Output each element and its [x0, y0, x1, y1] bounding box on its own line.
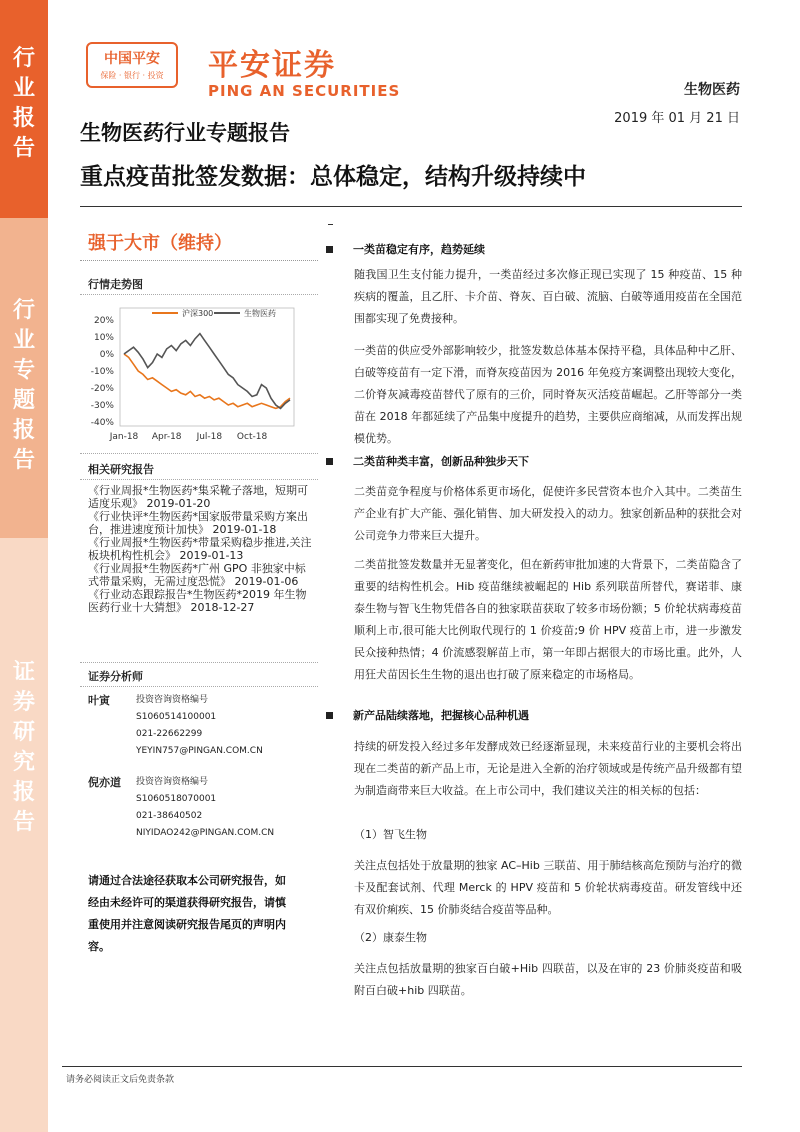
- side-band-char: 券: [12, 690, 35, 715]
- legend-label: 沪深300: [182, 309, 214, 318]
- brand-en: PING AN SECURITIES: [208, 82, 401, 100]
- divider: [80, 479, 318, 480]
- footer-divider: [62, 1066, 742, 1067]
- pingan-securities-brand: [208, 40, 400, 100]
- analyst-phone: 021-38640502: [136, 811, 203, 821]
- section-heading: 新产品陆续落地，把握核心品种机遇: [326, 707, 529, 723]
- report-date: 2019 年 01 月 21 日: [614, 111, 740, 126]
- side-band-char: 告: [12, 448, 35, 473]
- market-trend-chart: [80, 300, 318, 446]
- x-tick-label: Oct-18: [236, 432, 268, 442]
- bullet-square-icon: [326, 712, 333, 719]
- paragraph: 一类苗的供应受外部影响较少，批签发数总体基本保持平稳，具体品种中乙肝、白破等疫苗有一定下滑，而脊灰疫苗因为 2016 年免疫方案调整出现较大变化，二价脊灰减毒疫苗替代了原有的三价，同时脊灰灭活疫苗崛起。乙肝等部分一类苗在 2018 年都延续了产品集中度提升的趋势，主要供应商缩减，从而发挥出规模优势。: [354, 344, 742, 445]
- bullet-square-icon: [326, 246, 333, 253]
- side-band-bottom: [0, 538, 48, 1132]
- side-band-char: 研: [12, 720, 35, 745]
- side-band-char: 题: [12, 388, 35, 413]
- side-band-char: 专: [12, 358, 35, 383]
- legal-notice: 请通过合法途径获取本公司研究报告，如经由未经许可的渠道获得研究报告，请慎重使用并注意阅读研究报告尾页的声明内容。: [88, 874, 286, 953]
- legend-label: 生物医药: [244, 309, 276, 318]
- side-band-char: 究: [12, 750, 35, 775]
- side-band-char: 报: [12, 106, 35, 131]
- logo-line2: 保险 · 银行 · 投资: [100, 71, 164, 80]
- title-divider: [80, 206, 742, 207]
- series-line-hs300: [124, 354, 290, 408]
- related-report[interactable]: 《行业周报*生物医药*广州 GPO 非独家中标式带量采购，无需过度恐慌》 2019-01-06: [88, 562, 306, 588]
- paragraph: 关注点包括处于放量期的独家 AC–Hib 三联苗、用于肺结核高危预防与治疗的微卡及配套试剂、代理 Merck 的 HPV 疫苗和 5 价轮状病毒疫苗。研发管线中还有双价痢疾、15 价肺炎结合疫苗等品种。: [354, 859, 742, 916]
- y-tick-label: -20%: [90, 384, 114, 394]
- analyst-name: 倪亦道: [88, 776, 121, 789]
- x-tick-label: Jan-18: [109, 432, 139, 442]
- side-band-char: 报: [12, 418, 35, 443]
- related-report[interactable]: 《行业动态跟踪报告*生物医药*2019 年生物医药行业十大猜想》 2018-12-27: [88, 588, 307, 614]
- related-reports-list: [88, 484, 316, 614]
- related-report[interactable]: 《行业周报*生物医药*带量采购稳步推进,关注板块机构性机会》 2019-01-13: [88, 536, 312, 562]
- paragraph: 二类苗批签发数量并无显著变化，但在新药审批加速的大背景下，二类苗隐含了重要的结构性机会。Hib 疫苗继续被崛起的 Hib 系列联苗所替代，赛诺菲、康泰生物与智飞生物凭借各自的独家联苗获取了较多市场份额；5 价轮状病毒疫苗顺利上市,很可能大比例取代现行的 1 价疫苗;9 价 HPV 疫苗上市，进一步激发民众接种热情；4 价流感裂解苗上市，第一年即占据很大的市场比重。此外，人用狂犬苗因长生生物的退出也打破了原来稳定的市场格局。: [354, 558, 742, 681]
- analyst-email[interactable]: YEYIN757@PINGAN.COM.CN: [136, 746, 263, 756]
- page-title: 重点疫苗批签发数据：总体稳定，结构升级持续中: [80, 164, 586, 190]
- analyst-card: [88, 774, 316, 842]
- analyst-email[interactable]: NIYIDAO242@PINGAN.COM.CN: [136, 828, 275, 838]
- pingan-group-logo: [86, 42, 178, 88]
- y-tick-label: -40%: [90, 418, 114, 428]
- rating-text: 强于大市（维持）: [88, 233, 232, 254]
- side-band-top-text: [0, 44, 48, 164]
- side-band-char: 业: [12, 76, 35, 101]
- analyst-phone: 021-22662299: [136, 729, 203, 739]
- analyst-cert-label: 投资咨询资格编号: [136, 695, 209, 705]
- side-band-char: 行: [12, 298, 35, 323]
- y-tick-label: -10%: [90, 367, 114, 377]
- side-band-middle: [0, 218, 48, 538]
- y-tick-label: -30%: [90, 401, 114, 411]
- side-band-char: 报: [12, 780, 35, 805]
- divider: [80, 662, 318, 663]
- side-band-char: 业: [12, 328, 35, 353]
- chart-svg: [80, 300, 318, 446]
- side-band-char: 行: [12, 46, 35, 71]
- industry-label: 生物医药: [684, 82, 740, 98]
- section-heading: 二类苗种类丰富，创新品种独步天下: [326, 453, 529, 469]
- analyst-section-title: 证券分析师: [88, 670, 143, 683]
- side-band-bottom-text: [0, 658, 48, 838]
- chart-section-title: 行情走势图: [88, 278, 143, 291]
- analyst-cert: S1060518070001: [136, 794, 217, 804]
- bullet-square-icon: [326, 458, 333, 465]
- side-band-char: 告: [12, 136, 35, 161]
- section-heading: 一类苗稳定有序，趋势延续: [326, 241, 485, 257]
- side-band-char: 告: [12, 810, 35, 835]
- divider: [80, 294, 318, 295]
- related-section-title: 相关研究报告: [88, 463, 154, 476]
- y-tick-label: 0%: [99, 350, 114, 360]
- footer-disclaimer: 请务必阅读正文后免责条款: [66, 1075, 175, 1085]
- analyst-card: [88, 692, 316, 760]
- rating-box: [80, 229, 318, 261]
- chart-frame: [120, 308, 294, 426]
- sub-heading: （1）智飞生物: [354, 828, 427, 841]
- paragraph: 随我国卫生支付能力提升，一类苗经过多次修正现已实现了 15 种疫苗、15 种疾病的覆盖，且乙肝、卡介苗、脊灰、百白破、流脑、白破等通用疫苗在全国范围都实现了免费接种。: [354, 268, 742, 325]
- related-report[interactable]: 《行业快评*生物医药*国家版带量采购方案出台，推进速度预计加快》 2019-01-18: [88, 510, 308, 536]
- divider: [80, 453, 318, 454]
- side-band-middle-text: [0, 296, 48, 476]
- brand-cn: 平安证券: [208, 48, 336, 83]
- y-tick-label: 20%: [93, 316, 114, 326]
- x-tick-label: Apr-18: [151, 432, 182, 442]
- analyst-name: 叶寅: [88, 694, 110, 707]
- column-marker: [328, 224, 333, 225]
- side-band-char: 证: [12, 660, 35, 685]
- analyst-cert: S1060514100001: [136, 712, 217, 722]
- side-band-top: [0, 0, 48, 218]
- sub-heading: （2）康泰生物: [354, 931, 427, 944]
- paragraph: 持续的研发投入经过多年发酵成效已经逐渐显现，未来疫苗行业的主要机会将出现在二类苗的新产品上市，无论是进入全新的治疗领域或是传统产品升级都有望为制造商带来巨大收益。在上市公司中，我们建议关注的相关标的包括：: [354, 740, 742, 797]
- x-tick-label: Jul-18: [196, 432, 223, 442]
- analyst-cert-label: 投资咨询资格编号: [136, 777, 209, 787]
- logo-line1: 中国平安: [104, 51, 160, 67]
- paragraph: 关注点包括放量期的独家百白破+Hib 四联苗，以及在审的 23 价肺炎疫苗和吸附百白破+hib 四联苗。: [354, 962, 742, 997]
- paragraph: 二类苗竞争程度与价格体系更市场化，促使许多民营资本也介入其中。二类苗生产企业有扩大产能、强化销售、加大研发投入的动力。独家创新品种的获批会对公司竞争力带来巨大提升。: [354, 485, 742, 542]
- divider: [80, 686, 318, 687]
- report-type: 生物医药行业专题报告: [80, 121, 290, 145]
- related-report[interactable]: 《行业周报*生物医药*集采靴子落地，短期可适度乐观》 2019-01-20: [88, 484, 308, 510]
- y-tick-label: 10%: [93, 333, 114, 343]
